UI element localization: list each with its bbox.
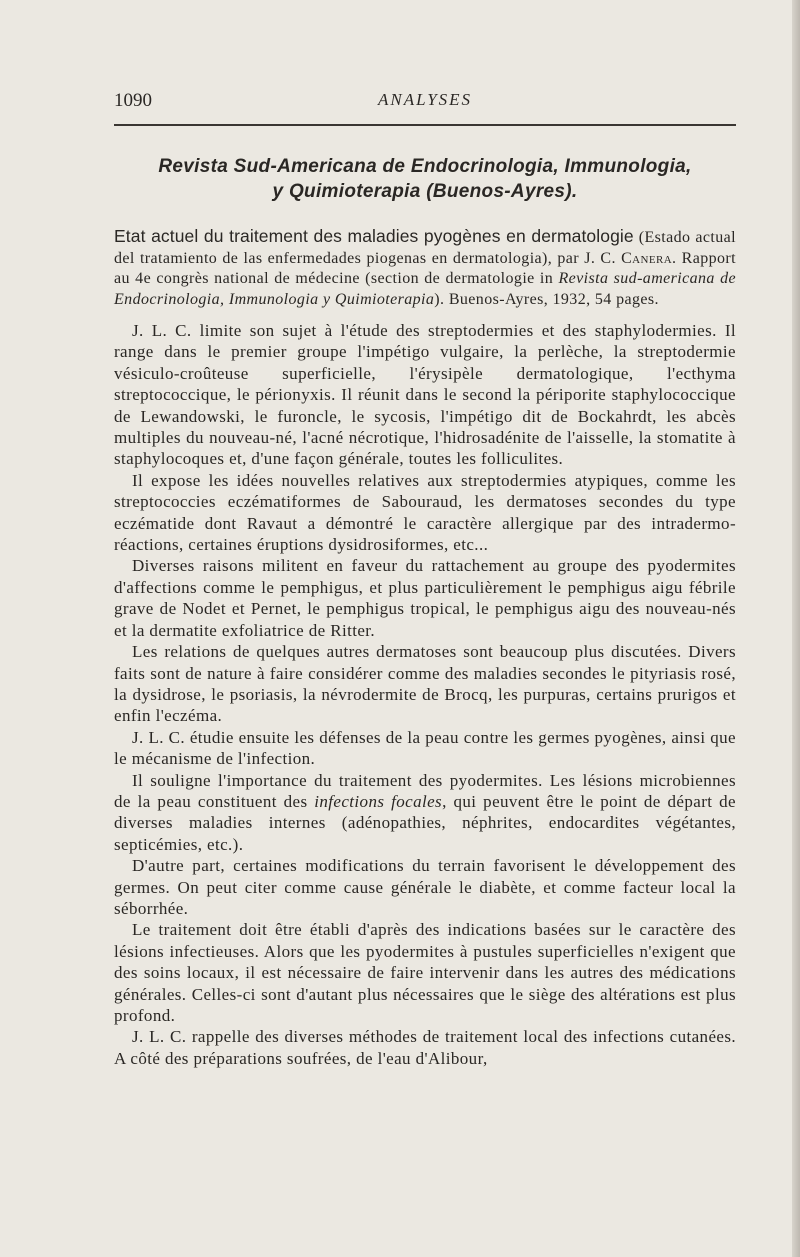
article-source: Revista sud-americana de Endocrinologia, Immunologia y Quimioterapia bbox=[114, 270, 736, 308]
paragraph-8: Le traitement doit être établi d'après des indications basées sur le caractère des lésions infectieuses. Alors que les pyodermites à pustules superficielles n'exigent que des soins locaux, il est nécessaire de faire intervenir dans les autres des médications générales. Celles-ci sont d'autant plus nécessaires que le siège des altérations est plus profond. bbox=[114, 920, 736, 1025]
article-report-info: . Rapport au 4e congrès national de médecine (section de dermatologie in bbox=[114, 249, 736, 287]
journal-title-line-1: Revista Sud-Americana de Endocrinologia, Immunologia, bbox=[158, 156, 692, 177]
paragraph-1: J. L. C. limite son sujet à l'étude des streptodermies et des staphylodermies. Il range dans le premier groupe l'impétigo vulgaire, la perlèche, la streptodermie vésiculo-croûteuse superficielle, l'érysipèle dermatologique, l'ecthyma streptococcique, le périonyxis. Il réunit dans le second la périporite staphylococcique de Lewandowski, le furoncle, le sycosis, l'impétigo dit de Bockahrdt, les abcès multiples du nouveau-né, l'acné nécrotique, l'hidrosadénite de l'aisselle, la stomatite à staphylocoques et, d'une façon générale, toutes les folliculites. bbox=[114, 321, 736, 469]
paragraph-9: J. L. C. rappelle des diverses méthodes de traitement local des infections cutanées. A côté des préparations soufrées, de l'eau d'Alibour, bbox=[114, 1027, 736, 1068]
header-rule bbox=[114, 124, 736, 126]
article-body bbox=[114, 320, 736, 1069]
article-pub-info: ). Buenos-Ayres, 1932, 54 pages. bbox=[434, 290, 659, 308]
article-heading bbox=[114, 226, 736, 310]
journal-title bbox=[114, 154, 736, 204]
paragraph-5: J. L. C. étudie ensuite les défenses de la peau contre les germes pyogènes, ainsi que le mécanisme de l'infection. bbox=[114, 727, 736, 769]
paragraph-2: Il expose les idées nouvelles relatives aux streptodermies atypiques, comme les streptococcies eczématiformes de Sabouraud, les dermatoses secondes du type eczématide dont Ravaut a démontré le caractère allergique par des intradermo-réactions, certaines éruptions dysidrosiformes, etc... bbox=[114, 470, 736, 555]
paragraph-7: D'autre part, certaines modifications du terrain favorisent le développement des germes. On peut citer comme cause générale le diabète, et comme facteur local la séborrhée. bbox=[114, 856, 736, 918]
paragraph-6-emphasis: infections focales bbox=[314, 791, 443, 811]
article-spanish-title: (Estado actual del tratamiento de las enfermedades piogenas en dermatologia), par bbox=[114, 229, 736, 267]
journal-title-line-2: y Quimioterapia (Buenos-Ayres). bbox=[272, 181, 578, 202]
paragraph-4: Les relations de quelques autres dermatoses sont beaucoup plus discutées. Divers faits sont de nature à faire considérer comme des maladies secondes le pityriasis rosé, la dysidrose, le psoriasis, la névrodermite de Brocq, les purpuras, certains prurigos et enfin l'eczéma. bbox=[114, 642, 736, 726]
paragraph-6 bbox=[114, 770, 736, 856]
paragraph-6-text-after: , qui peuvent être le point de départ de diverses maladies internes (adénopathies, néphrites, endocardites végétantes, septicémies, etc.). bbox=[114, 791, 736, 854]
page-number: 1090 bbox=[114, 90, 152, 111]
article-author: J. C. Canera bbox=[584, 249, 673, 267]
page-edge-shadow bbox=[792, 0, 800, 1257]
running-head: ANALYSES bbox=[377, 90, 473, 109]
page-header bbox=[114, 84, 736, 114]
article-title: Etat actuel du traitement des maladies pyogènes en dermatologie bbox=[114, 226, 634, 246]
paragraph-3: Diverses raisons militent en faveur du rattachement au groupe des pyodermites d'affections comme le pemphigus, et plus particulièrement le pemphigus aigu fébrile grave de Nodet et Pernet, le pemphigus tropical, le pemphigus aigu des nouveau-nés et la dermatite exfoliatrice de Ritter. bbox=[114, 556, 736, 640]
paragraph-6-text-before: Il souligne l'importance du traitement des pyodermites. Les lésions microbiennes de la peau constituent des bbox=[114, 770, 736, 811]
document-page bbox=[114, 84, 736, 1069]
